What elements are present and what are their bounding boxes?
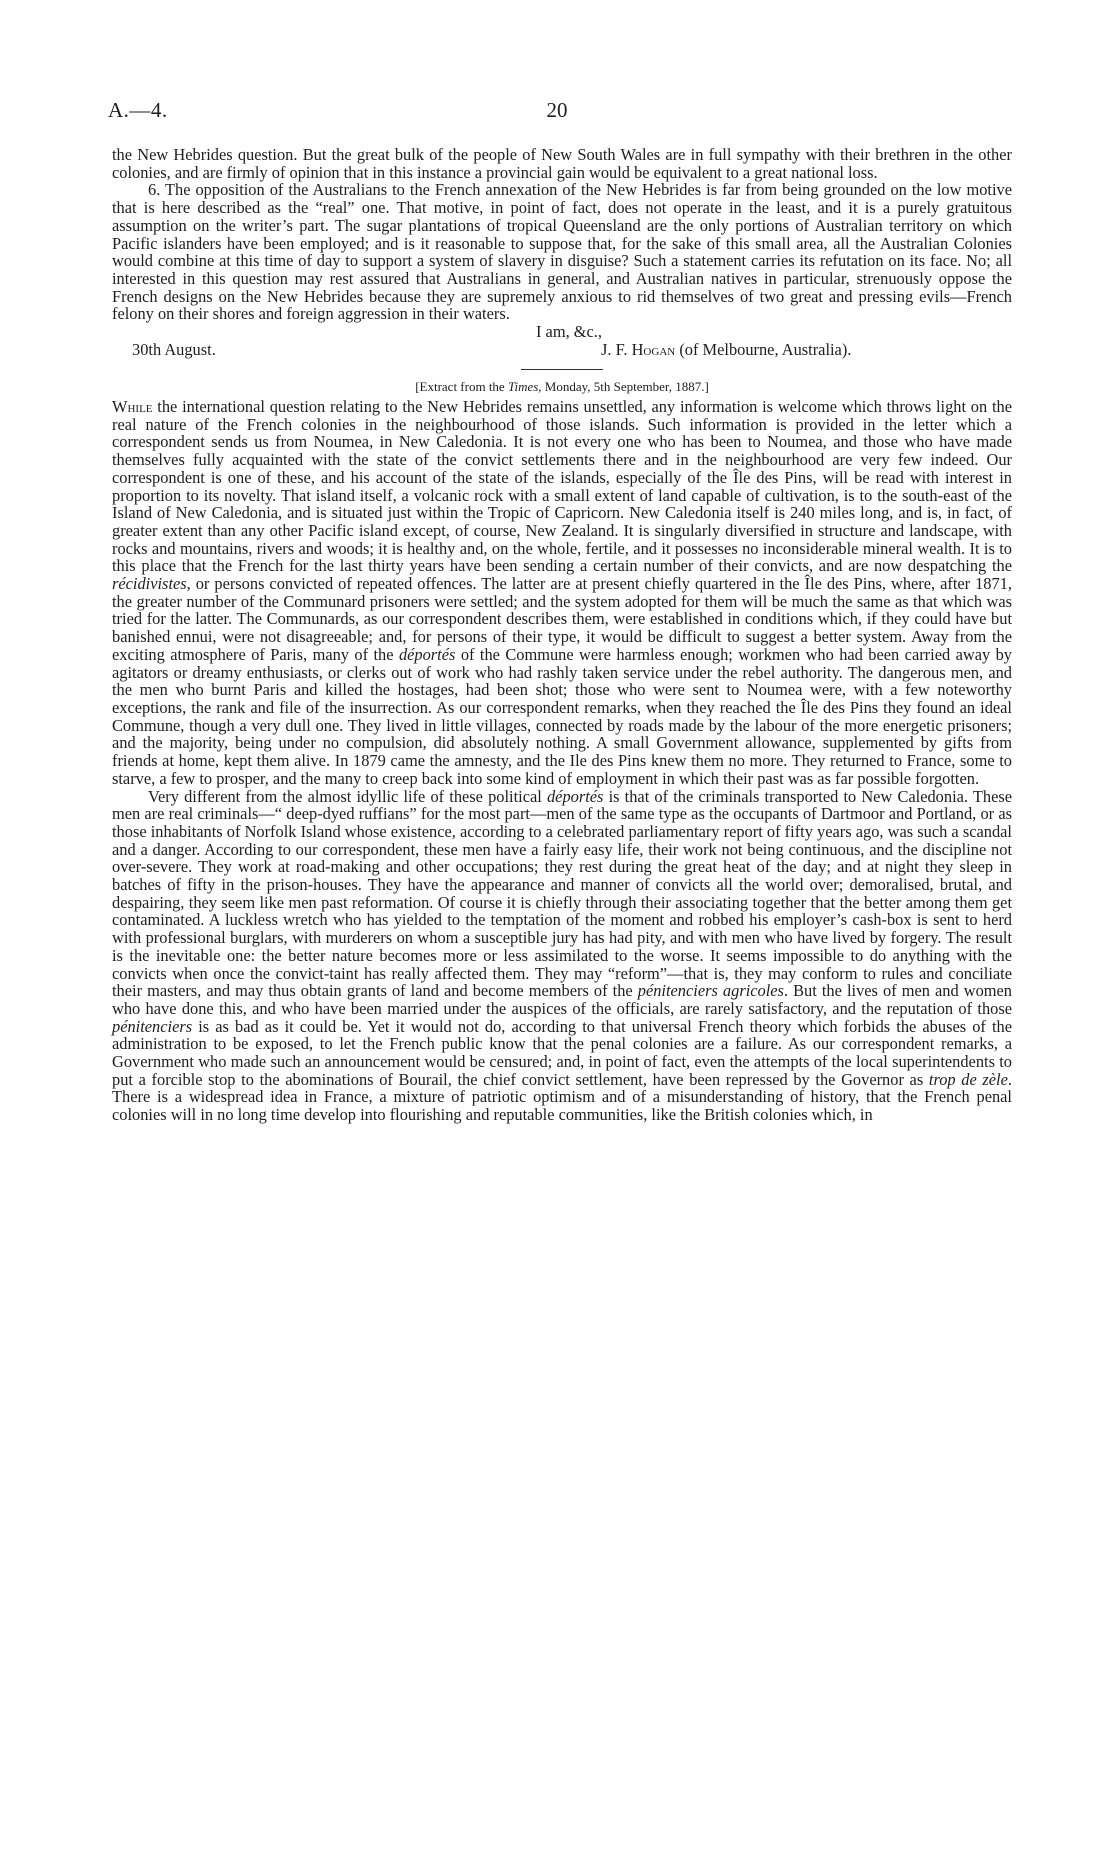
page-body: [112, 146, 1012, 1124]
signature-initials: J. F.: [601, 340, 628, 360]
letter-paragraph-6: 6. The opposition of the Australians to the French annexation of the New Hebrides is far from being grounded on the low motive that is here described as the “real” one. That motive, in point of fact, does not operate in the least, and it is a purely gratuitous assumption on the writer’s part. The sugar plantations of tropical Queensland are the only portions of Australian territory on which Pacific islanders have been employed; and is it reasonable to suppose that, for the sake of this small area, all the Australian Colonies would combine at this time of day to support a system of slavery in disguise? Such a statement carries its refutation on its face. No; all interested in this question may rest assured that Australians in general, and Australian natives in particular, strenuously oppose the French designs on the New Hebrides because they are supremely anxious to rid themselves of two great and pressing evils—French felony on their shores and foreign aggression in their waters.: [112, 180, 1012, 324]
caption-prefix: [Extract from the: [415, 379, 508, 395]
extract-paragraph-1: While the international question relating to the New Hebrides remains unsettled, any information is welcome which throws light on the real nature of the French colonies in the neighbourhood of those islands. Such information is provided in the letter which a correspondent sends us from Noumea, in New Caledonia. It is not every one who has been to Noumea, and those who have made themselves fully acquainted with the state of the convict settlements there and in the neighbourhood are very few indeed. Our correspondent is one of these, and his account of the state of the islands, especially of the Île des Pins, will be read with interest in proportion to its novelty. That island itself, a volcanic rock with a small extent of land capable of cultivation, is to the south-east of the Island of New Caledonia, and is situated just within the Tropic of Capricorn. New Caledonia itself is 240 miles long, and is, in fact, of greater extent than any other Pacific island except, of course, New Zealand. It is singularly diversified in structure and landscape, with rocks and mountains, rivers and woods; it is healthy and, on the whole, fertile, and it possesses no inconsiderable mineral wealth. It is to this place that the French for the last thirty years have been sending a certain number of their convicts, and are now despatching the récidivistes, or persons convicted of repeated offences. The latter are at present chiefly quartered in the Île des Pins, where, after 1871, the greater number of the Communard prisoners were settled; and the system adopted for them will be much the same as that which was tried for the latter. The Communards, as our correspondent describes them, were established in conditions which, if they could have but banished ennui, were not disagreeable; and, for persons of their type, it would be difficult to suggest a better system. Away from the exciting atmosphere of Paris, many of the déportés of the Commune were harmless enough; workmen who had been carried away by agitators or dreamy enthusiasts, or clerks out of work who had rashly taken service under the rebel authority. The dangerous men, and the men who burnt Paris and killed the hostages, had been shot; those who were sent to Noumea were, with a few noteworthy exceptions, the rank and file of the insurrection. As our correspondent remarks, when they reached the Île des Pins they found an ideal Commune, though a very dull one. They lived in little villages, connected by roads made by the labour of the more energetic prisoners; and the majority, being under no compulsion, did absolutely nothing. A small Government allowance, supplemented by gifts from friends at home, kept them alive. In 1879 came the amnesty, and the Ile des Pins knew them no more. They returned to France, some to starve, a few to prosper, and the many to creep back into some kind of employment in which their past was as far possible forgotten.: [112, 397, 1012, 788]
letter-date: 30th August.: [132, 340, 216, 360]
drop-lead-word: While: [112, 397, 153, 417]
letter-paragraph-continued: the New Hebrides question. But the great bulk of the people of New South Wales are in full sympathy with their brethren in the other colonies, and are firmly of opinion that in this instance a provincial gain would be equivalent to a great national loss.: [112, 145, 1012, 182]
section-divider: [521, 369, 603, 370]
letter-closing: I am, &c.,: [536, 322, 602, 342]
signature-name: Hogan: [631, 340, 676, 360]
caption-source: Times: [507, 379, 539, 395]
document-id: A.—4.: [108, 98, 168, 122]
extract-caption: [112, 379, 1012, 395]
letter-closing-row: [112, 323, 1012, 341]
letter-signature-row: [112, 341, 1012, 359]
extract-paragraph-2: Very different from the almost idyllic life of these political déportés is that of the criminals transported to New Caledonia. These men are real criminals—“ deep-dyed ruffians” for the most part—men of the same type as the occupants of Dartmoor and Portland, or as those inhabitants of Norfolk Island whose existence, according to a celebrated parliamentary report of fifty years ago, was such a scandal and a danger. According to our correspondent, these men have a fairly easy life, their work not being continuous, and the discipline not over-severe. They work at road-making and other occupations; they rest during the great heat of the day; and at night they sleep in batches of fifty in the prison-houses. They have the appearance and manner of convicts all the world over; demoralised, brutal, and despairing, they seem like men past reformation. Of course it is chiefly through their associating together that the better among them get contaminated. A luckless wretch who has yielded to the temptation of the moment and robbed his employer’s cash-box is sent to herd with professional burglars, with murderers on whom a susceptible jury has had pity, and with men who have lived by forgery. The result is the inevitable one: the better nature becomes more or less assimilated to the worse. It seems impossible to do anything with the convicts when once the convict-taint has really affected them. They may “reform”—that is, they may conform to rules and conciliate their masters, and may thus obtain grants of land and become members of the pénitenciers agricoles. But the lives of men and women who have done this, and who have been married under the auspices of the officials, are rarely satisfactory, and the reputation of those pénitenciers is as bad as it could be. Yet it would not do, according to that universal French theory which forbids the abuses of the administration to be exposed, to let the French public know that the penal colonies are a failure. As our correspondent remarks, a Government who made such an announcement would be censured; and, in point of fact, even the attempts of the local superintendents to put a forcible stop to the abominations of Bourail, the chief convict settlement, have been repressed by the Governor as trop de zèle. There is a widespread idea in France, a mixture of patriotic optimism and of a misunderstanding of history, that the French penal colonies will in no long time develop into flourishing and reputable communities, like the British colonies which, in: [112, 786, 1013, 1125]
letter-signature: [601, 341, 851, 359]
caption-suffix: , Monday, 5th September, 1887.]: [538, 379, 709, 395]
page-header: [108, 98, 1006, 128]
signature-place: (of Melbourne, Australia).: [679, 340, 852, 360]
page-number: 20: [546, 98, 568, 122]
